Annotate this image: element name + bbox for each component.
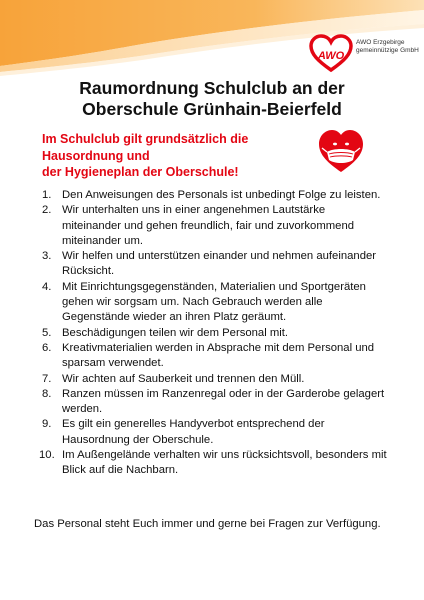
rule-item <box>42 372 387 387</box>
rule-text: Den Anweisungen des Personals ist unbedingt Folge zu leisten. <box>62 189 381 201</box>
rule-number: 10. <box>39 449 55 462</box>
rule-text: Wir helfen und unterstützen einander und nehmen aufeinander Rücksicht. <box>62 250 377 278</box>
rule-text: Kreativmaterialien werden in Absprache mit dem Personal und sparsam verwendet. <box>62 341 375 370</box>
page-title-line1: Raumordnung Schulclub an der <box>79 78 345 98</box>
rule-text: Mit Einrichtungsgegenständen, Materialien und Sportgeräten gehen wir sorgsam um. Nach Gebrauch werden alle Gegenstände wieder an ihren Platz geräumt. <box>62 280 366 324</box>
rule-text: Es gilt ein generelles Handyverbot entsprechend der Hausordnung der Oberschule. <box>62 418 325 446</box>
rule-item <box>42 341 387 372</box>
rule-number: 5. <box>42 326 52 339</box>
rule-number: 3. <box>42 250 52 263</box>
rule-item <box>42 280 387 326</box>
intro-line2: Hausordnung und <box>42 148 150 163</box>
rule-item <box>42 417 387 448</box>
rule-number: 9. <box>42 418 52 431</box>
org-name <box>356 39 419 54</box>
intro-line3: der Hygieneplan der Oberschule! <box>42 165 239 179</box>
rule-number: 4. <box>42 280 52 293</box>
page-title <box>0 78 424 120</box>
awo-logo <box>308 34 418 74</box>
rule-item <box>39 448 387 479</box>
rule-text: Wir achten auf Sauberkeit und trennen den Müll. <box>62 372 305 385</box>
org-name-line1: AWO Erzgebirge <box>356 39 405 46</box>
rule-number: 2. <box>42 204 52 217</box>
rule-text: Beschädigungen teilen wir dem Personal mit. <box>62 326 289 339</box>
rule-item <box>42 387 387 418</box>
rule-number: 1. <box>42 189 52 201</box>
rule-number: 6. <box>42 341 52 354</box>
rule-text: Im Außengelände verhalten wir uns rücksichtsvoll, besonders mit Blick auf die Nachbarn. <box>62 449 387 477</box>
page-title-line2: Oberschule Grünhain-Beierfeld <box>82 99 342 119</box>
intro-line1: Im Schulclub gilt grundsätzlich die <box>42 132 249 146</box>
rule-number: 7. <box>42 372 52 385</box>
rule-text: Wir unterhalten uns in einer angenehmen Lautstärke miteinander und gehen freundlich, fair und zuvorkommend miteinander um. <box>62 204 355 247</box>
footer-note: Das Personal steht Euch immer und gerne bei Fragen zur Verfügung. <box>34 518 381 530</box>
rules-list <box>39 188 387 479</box>
rule-item <box>42 188 387 203</box>
awo-logo-text: AWO <box>317 50 345 62</box>
rule-item <box>42 326 387 341</box>
org-name-line2: gemeinnützige GmbH <box>356 46 419 54</box>
intro-text <box>42 131 292 181</box>
heart-with-face-mask-icon <box>316 126 366 176</box>
rule-item <box>42 249 387 280</box>
awo-heart-logo-icon <box>308 34 354 74</box>
rule-item <box>42 203 387 249</box>
rule-number: 8. <box>42 387 52 400</box>
rule-text: Ranzen müssen im Ranzenregal oder in der Garderobe gelagert werden. <box>62 387 385 416</box>
